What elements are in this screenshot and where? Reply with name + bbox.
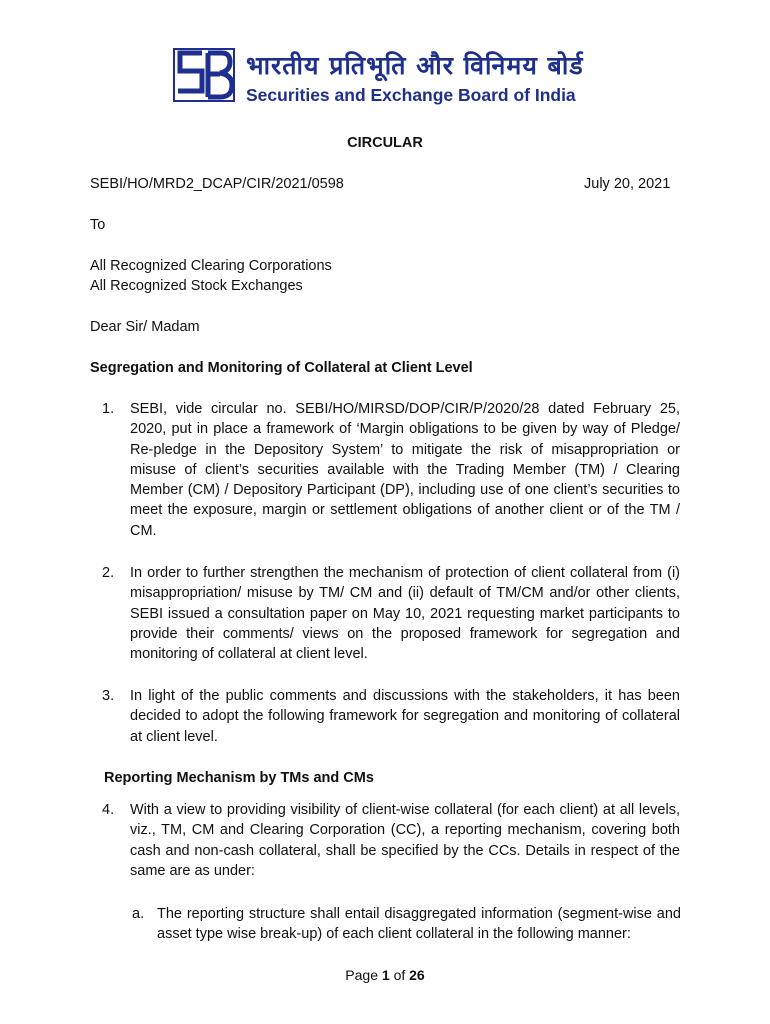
section-heading: Reporting Mechanism by TMs and CMs (104, 770, 374, 786)
sub-item-text: The reporting structure shall entail disaggregated information (segment-wise and asset type wise break-up) of each client collateral in the following manner: (157, 906, 681, 943)
org-name-english: Securities and Exchange Board of India (246, 85, 576, 105)
paragraph-number: 4. (102, 802, 115, 818)
paragraph-text: In light of the public comments and discussions with the stakeholders, it has been decided to adopt the following framework for segregation and monitoring of collateral at client level. (130, 688, 680, 745)
sebi-logo (172, 47, 236, 105)
current-page-number: 1 (381, 967, 390, 983)
page-label: Page (345, 967, 378, 983)
circular-heading: CIRCULAR (347, 135, 423, 151)
paragraph-text: SEBI, vide circular no. SEBI/HO/MIRSD/DOP/CIR/P/2020/28 dated February 25, 2020, put in place a framework of ‘Margin obligations to be given by way of Pledge/ Re-pledge in the Depository System’ to mitigate the risk of misappropriation or misuse of client’s securities available with the Trading Member (TM) / Clearing Member (CM) / Depository Participant (DP), including use of one client’s securities to meet the exposure, margin or settlement obligations of another client or of the TM / CM. (130, 401, 680, 539)
subject-line: Segregation and Monitoring of Collateral at Client Level (90, 360, 473, 376)
recipient-stock-exchanges: All Recognized Stock Exchanges (90, 278, 303, 294)
recipient-clearing-corporations: All Recognized Clearing Corporations (90, 258, 332, 274)
paragraph-text: With a view to providing visibility of client-wise collateral (for each client) at all levels, viz., TM, CM and Clearing Corporation (CC), a reporting mechanism, covering both cash and non-cash collateral, shall be specified by the CCs. Details in respect of the same are as under: (130, 802, 680, 879)
paragraph-number: 3. (102, 688, 115, 704)
circular-reference: SEBI/HO/MRD2_DCAP/CIR/2021/0598 (90, 176, 344, 192)
org-name-hindi: भारतीय प्रतिभूति और विनिमय बोर्ड (246, 51, 584, 80)
page-footer (0, 967, 770, 983)
addressee-to: To (90, 217, 106, 233)
of-label: of (393, 967, 406, 983)
paragraph-text: In order to further strengthen the mechanism of protection of client collateral from (i) misappropriation/ misuse by TM/ CM and (ii) default of TM/CM and/or other clients, SEBI issued a consultation paper on May 10, 2021 requesting market participants to provide their comments/ views on the proposed framework for segregation and monitoring of collateral at client level. (130, 565, 680, 663)
salutation: Dear Sir/ Madam (90, 319, 200, 335)
sub-item-letter: a. (132, 906, 145, 922)
paragraph-number: 2. (102, 565, 115, 581)
paragraph-number: 1. (102, 401, 115, 417)
total-pages-number: 26 (409, 967, 425, 983)
circular-date: July 20, 2021 (584, 176, 671, 192)
